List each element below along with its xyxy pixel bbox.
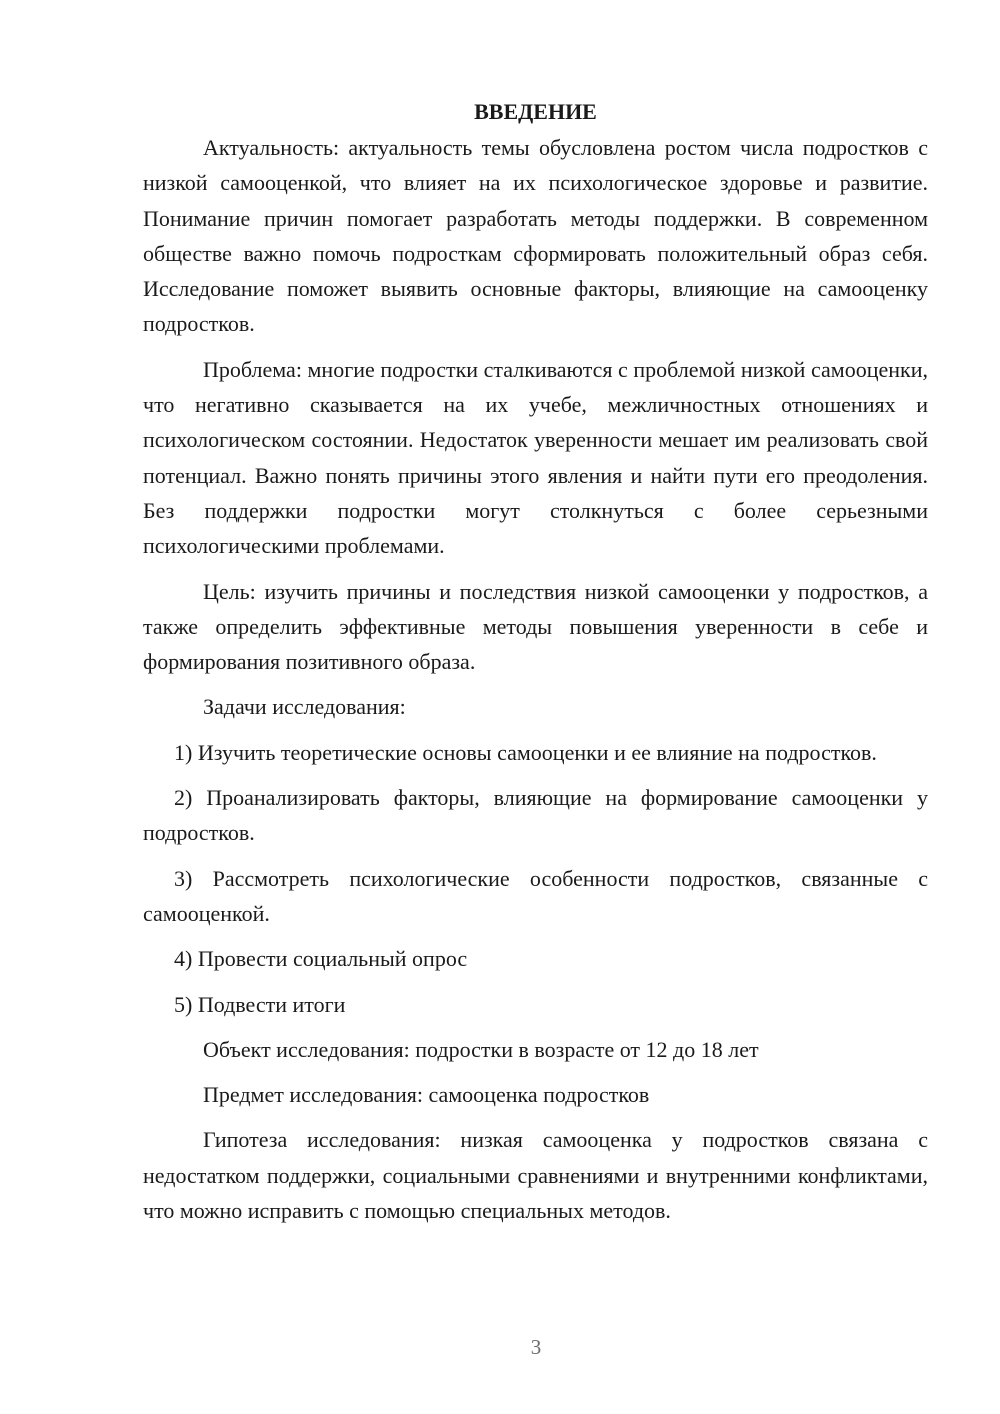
page-title: ВВЕДЕНИЕ xyxy=(474,99,597,124)
relevance-paragraph: Актуальность: актуальность темы обусловлена ростом числа подростков с низкой самооценкой, что влияет на их психологическое здоровье и развитие. Понимание причин помогает разработать методы поддержки. В современном обществе важно помочь подросткам сформировать положительный образ себя. Исследование поможет выявить основные факторы, влияющие на самооценку подростков. xyxy=(143,135,928,337)
task-item-2: 2) Проанализировать факторы, влияющие на формирование самооценки у подростков. xyxy=(143,785,928,846)
goal-paragraph: Цель: изучить причины и последствия низкой самооценки у подростков, а также определить эффективные методы повышения уверенности в себе и формирования позитивного образа. xyxy=(143,578,928,675)
document-page xyxy=(143,96,928,1238)
problem-paragraph: Проблема: многие подростки сталкиваются с проблемой низкой самооценки, что негативно сказывается на их учебе, межличностных отношениях и психологическом состоянии. Недостаток уверенности мешает им реализовать свой потенциал. Важно понять причины этого явления и найти пути его преодоления. Без поддержки подростки могут столкнуться с более серьезными психологическими проблемами. xyxy=(143,356,928,559)
tasks-heading: Задачи исследования: xyxy=(203,694,406,720)
task-item-5: 5) Подвести итоги xyxy=(174,991,346,1017)
research-hypothesis: Гипотеза исследования: низкая самооценка у подростков связана с недостатком поддержки, социальными сравнениями и внутренними конфликтами, что можно исправить с помощью специальных методов. xyxy=(143,1127,928,1224)
research-subject: Предмет исследования: самооценка подростков xyxy=(203,1082,650,1108)
research-object: Объект исследования: подростки в возрасте от 12 до 18 лет xyxy=(203,1036,759,1062)
task-item-1: 1) Изучить теоретические основы самооценки и ее влияние на подростков. xyxy=(174,739,877,765)
page-number: 3 xyxy=(530,1335,542,1359)
task-item-3: 3) Рассмотреть психологические особенности подростков, связанные с самооценкой. xyxy=(143,865,928,926)
task-item-4: 4) Провести социальный опрос xyxy=(174,946,468,972)
